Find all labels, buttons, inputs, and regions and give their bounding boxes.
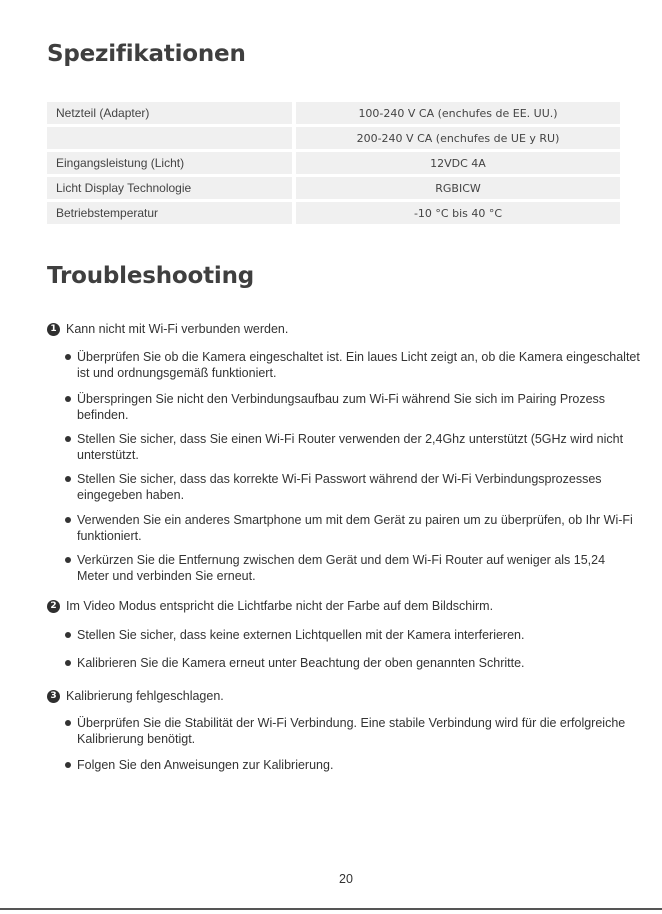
question-text: Kalibrierung fehlgeschlagen. xyxy=(66,689,224,703)
list-item xyxy=(65,627,640,643)
bullet-text: Folgen Sie den Anweisungen zur Kalibrierung. xyxy=(77,758,334,772)
bullet-text: Stellen Sie sicher, dass das korrekte Wi-Fi Passwort während der Wi-Fi Verbindungsprozesses eingegeben haben. xyxy=(77,472,602,502)
bullet-icon xyxy=(65,720,71,726)
list-item xyxy=(65,471,640,503)
troubleshooting-question xyxy=(47,322,288,336)
list-item xyxy=(65,431,640,463)
bullet-icon xyxy=(65,396,71,402)
spec-key: Eingangsleistung (Licht) xyxy=(47,152,296,174)
number-badge-icon: 3 xyxy=(47,690,60,703)
spec-row xyxy=(47,152,620,174)
bullet-icon xyxy=(65,354,71,360)
question-text: Kann nicht mit Wi-Fi verbunden werden. xyxy=(66,322,289,336)
spec-value: 12VDC 4A xyxy=(296,152,620,174)
bullet-text: Stellen Sie sicher, dass keine externen Lichtquellen mit der Kamera interferieren. xyxy=(77,628,525,642)
bullet-icon xyxy=(65,660,71,666)
troubleshooting-question xyxy=(47,599,493,613)
troubleshooting-question xyxy=(47,689,224,703)
bullet-text: Kalibrieren Sie die Kamera erneut unter Beachtung der oben genannten Schritte. xyxy=(77,656,525,670)
page-number: 20 xyxy=(339,872,353,886)
spec-value: 100-240 V CA (enchufes de EE. UU.) xyxy=(296,102,620,124)
bottom-divider xyxy=(0,908,662,910)
list-item xyxy=(65,715,640,747)
question-text: Im Video Modus entspricht die Lichtfarbe nicht der Farbe auf dem Bildschirm. xyxy=(66,599,494,613)
spec-table xyxy=(47,99,620,227)
spec-value: 200-240 V CA (enchufes de UE y RU) xyxy=(296,127,620,149)
troubleshooting-heading: Troubleshooting xyxy=(47,263,255,289)
spec-key: Betriebstemperatur xyxy=(47,202,296,224)
bullet-text: Überprüfen Sie die Stabilität der Wi-Fi Verbindung. Eine stabile Verbindung wird für die erfolgreiche Kalibrierung benötigt. xyxy=(77,716,626,746)
spec-value: -10 °C bis 40 °C xyxy=(296,202,620,224)
bullet-icon xyxy=(65,517,71,523)
bullet-text: Überspringen Sie nicht den Verbindungsaufbau zum Wi-Fi während Sie sich im Pairing Prozess befinden. xyxy=(77,392,606,422)
spec-row xyxy=(47,127,620,149)
spec-key: Licht Display Technologie xyxy=(47,177,296,199)
number-badge-icon: 2 xyxy=(47,600,60,613)
list-item xyxy=(65,512,640,544)
spec-key: Netzteil (Adapter) xyxy=(47,102,296,124)
bullet-text: Verkürzen Sie die Entfernung zwischen dem Gerät und dem Wi-Fi Router auf weniger als 15,24 Meter und verbinden Sie erneut. xyxy=(77,553,606,583)
bullet-text: Verwenden Sie ein anderes Smartphone um mit dem Gerät zu pairen um zu überprüfen, ob Ihr Wi-Fi funktioniert. xyxy=(77,513,633,543)
number-badge-icon: 1 xyxy=(47,323,60,336)
bullet-icon xyxy=(65,762,71,768)
bullet-icon xyxy=(65,436,71,442)
list-item xyxy=(65,552,640,584)
spec-heading: Spezifikationen xyxy=(47,41,246,67)
list-item xyxy=(65,655,640,671)
bullet-icon xyxy=(65,476,71,482)
list-item xyxy=(65,391,640,423)
bullet-icon xyxy=(65,557,71,563)
bullet-text: Stellen Sie sicher, dass Sie einen Wi-Fi Router verwenden der 2,4Ghz unterstützt (5GHz wird nicht unterstützt. xyxy=(77,432,624,462)
spec-key xyxy=(47,127,296,149)
spec-row xyxy=(47,177,620,199)
spec-row xyxy=(47,102,620,124)
list-item xyxy=(65,757,640,773)
bullet-text: Überprüfen Sie ob die Kamera eingeschaltet ist. Ein laues Licht zeigt an, ob die Kamera eingeschaltet ist und ordnungsgemäß funktioniert. xyxy=(77,350,640,380)
list-item xyxy=(65,349,640,381)
bullet-icon xyxy=(65,632,71,638)
spec-value: RGBICW xyxy=(296,177,620,199)
spec-row xyxy=(47,202,620,224)
